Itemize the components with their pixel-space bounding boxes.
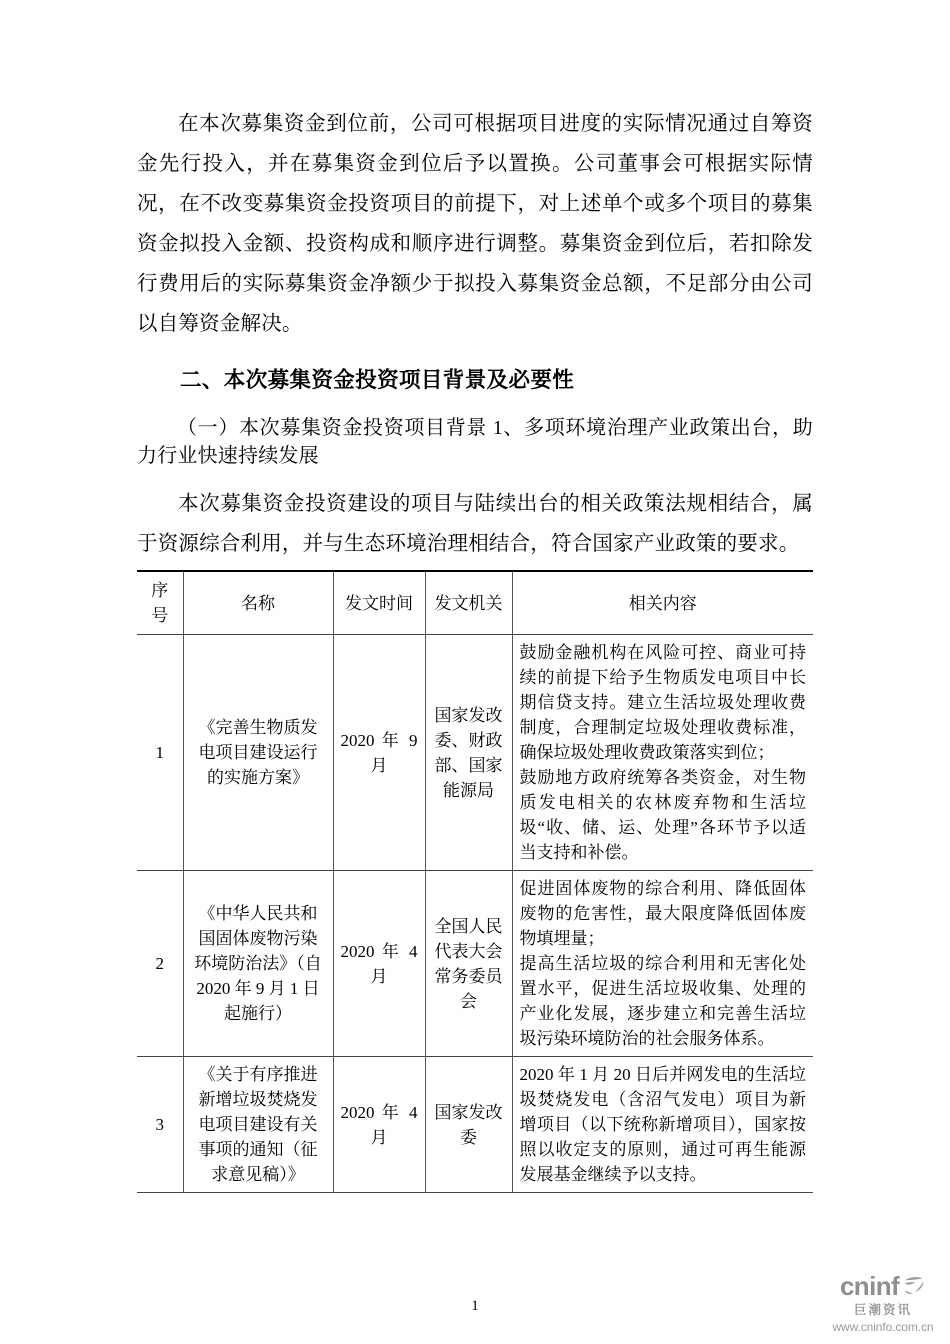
cell-date-main: 2020 年 4 — [340, 941, 418, 961]
cell-content-part-1: 促进固体废物的综合利用、降低固体废物的危害性，最大限度降低固体废物填埋量； — [519, 879, 806, 948]
cell-content-part-2: 提高生活垃圾的综合利用和无害化处置水平，促进生活垃圾收集、处理的产业化发展，逐步建立和完善生活垃圾污染环境防治的社会服务体系。 — [519, 954, 806, 1048]
cninfo-swoosh-icon — [902, 1274, 926, 1298]
cell-date-month: 月 — [370, 755, 388, 775]
cell-content-part-1: 鼓励金融机构在风险可控、商业可持续的前提下给予生物质发电项目中长期信贷支持。建立生活垃圾处理收费制度，合理制定垃圾处理收费标准，确保垃圾处理收费政策落实到位； — [519, 643, 806, 762]
cell-content-part-2: 鼓励地方政府统筹各类资金，对生物质发电相关的农林废弃物和生活垃圾“收、储、运、处理”各环节予以适当支持和补偿。 — [519, 768, 806, 862]
policy-table-body — [137, 635, 813, 1193]
table-row — [137, 871, 813, 1057]
cninfo-logo-row — [824, 1273, 942, 1299]
cell-org: 全国人民代表大会常务委员会 — [425, 871, 512, 1057]
policy-table — [137, 570, 813, 1193]
cell-name: 《完善生物质发电项目建设运行的实施方案》 — [183, 635, 333, 871]
cell-date — [333, 1057, 425, 1193]
column-header-name: 名称 — [183, 571, 333, 635]
table-row — [137, 635, 813, 871]
cell-name: 《中华人民共和国固体废物污染环境防治法》（自 2020 年 9 月 1 日起施行） — [183, 871, 333, 1057]
body-paragraph-1: 在本次募集资金到位前，公司可根据项目进度的实际情况通过自筹资金先行投入，并在募集资金到位后予以置换。公司董事会可根据实际情况，在不改变募集资金投资项目的前提下，对上述单个或多个项目的募集资金拟投入金额、投资构成和顺序进行调整。募集资金到位后，若扣除发行费用后的实际募集资金净额少于拟投入募集资金总额，不足部分由公司以自筹资金解决。 — [137, 113, 813, 335]
page-number: 1 — [471, 1298, 479, 1314]
policy-table-header — [137, 571, 813, 635]
cell-org: 国家发改委、财政部、国家能源局 — [425, 635, 512, 871]
cell-content — [512, 635, 813, 871]
cninfo-chinese-name: 巨潮资讯 — [853, 1303, 912, 1317]
column-header-org: 发文机关 — [425, 571, 512, 635]
column-header-content: 相关内容 — [512, 571, 813, 635]
table-header-row — [137, 571, 813, 635]
cell-date-month: 月 — [370, 1127, 388, 1147]
cell-no: 2 — [137, 871, 183, 1057]
cell-date — [333, 871, 425, 1057]
cell-content — [512, 871, 813, 1057]
cell-org: 国家发改委 — [425, 1057, 512, 1193]
table-row — [137, 1057, 813, 1193]
column-header-no: 序号 — [137, 571, 183, 635]
cninfo-wordmark: cninf — [839, 1271, 900, 1301]
cell-content-part-1: 2020 年 1 月 20 日后并网发电的生活垃圾焚烧发电（含沼气发电）项目为新增项目（以下统称新增项目），国家按照以收定支的原则，通过可再生能源发展基金继续予以支持。 — [519, 1065, 806, 1184]
cell-name: 《关于有序推进新增垃圾焚烧发电项目建设有关事项的通知（征求意见稿）》 — [183, 1057, 333, 1193]
cninfo-url: www.cninfo.com.cn — [832, 1320, 934, 1334]
cell-date — [333, 635, 425, 871]
cell-content — [512, 1057, 813, 1193]
cell-date-month: 月 — [370, 966, 388, 986]
cell-date-main: 2020 年 4 — [340, 1102, 418, 1122]
cell-no: 1 — [137, 635, 183, 871]
cell-date-main: 2020 年 9 — [340, 730, 418, 750]
paragraph-spacer — [137, 470, 813, 484]
page-content — [137, 104, 813, 1193]
body-paragraph-2: （一）本次募集资金投资项目背景 1、多项环境治理产业政策出台，助力行业快速持续发展 — [137, 417, 813, 467]
column-header-date: 发文时间 — [333, 571, 425, 635]
cninfo-watermark-logo — [824, 1273, 942, 1334]
body-paragraph-3: 本次募集资金投资建设的项目与陆续出台的相关政策法规相结合，属于资源综合利用，并与生态环境治理相结合，符合国家产业政策的要求。 — [137, 493, 813, 555]
cell-no: 3 — [137, 1057, 183, 1193]
section-heading-2: 二、本次募集资金投资项目背景及必要性 — [180, 368, 575, 392]
